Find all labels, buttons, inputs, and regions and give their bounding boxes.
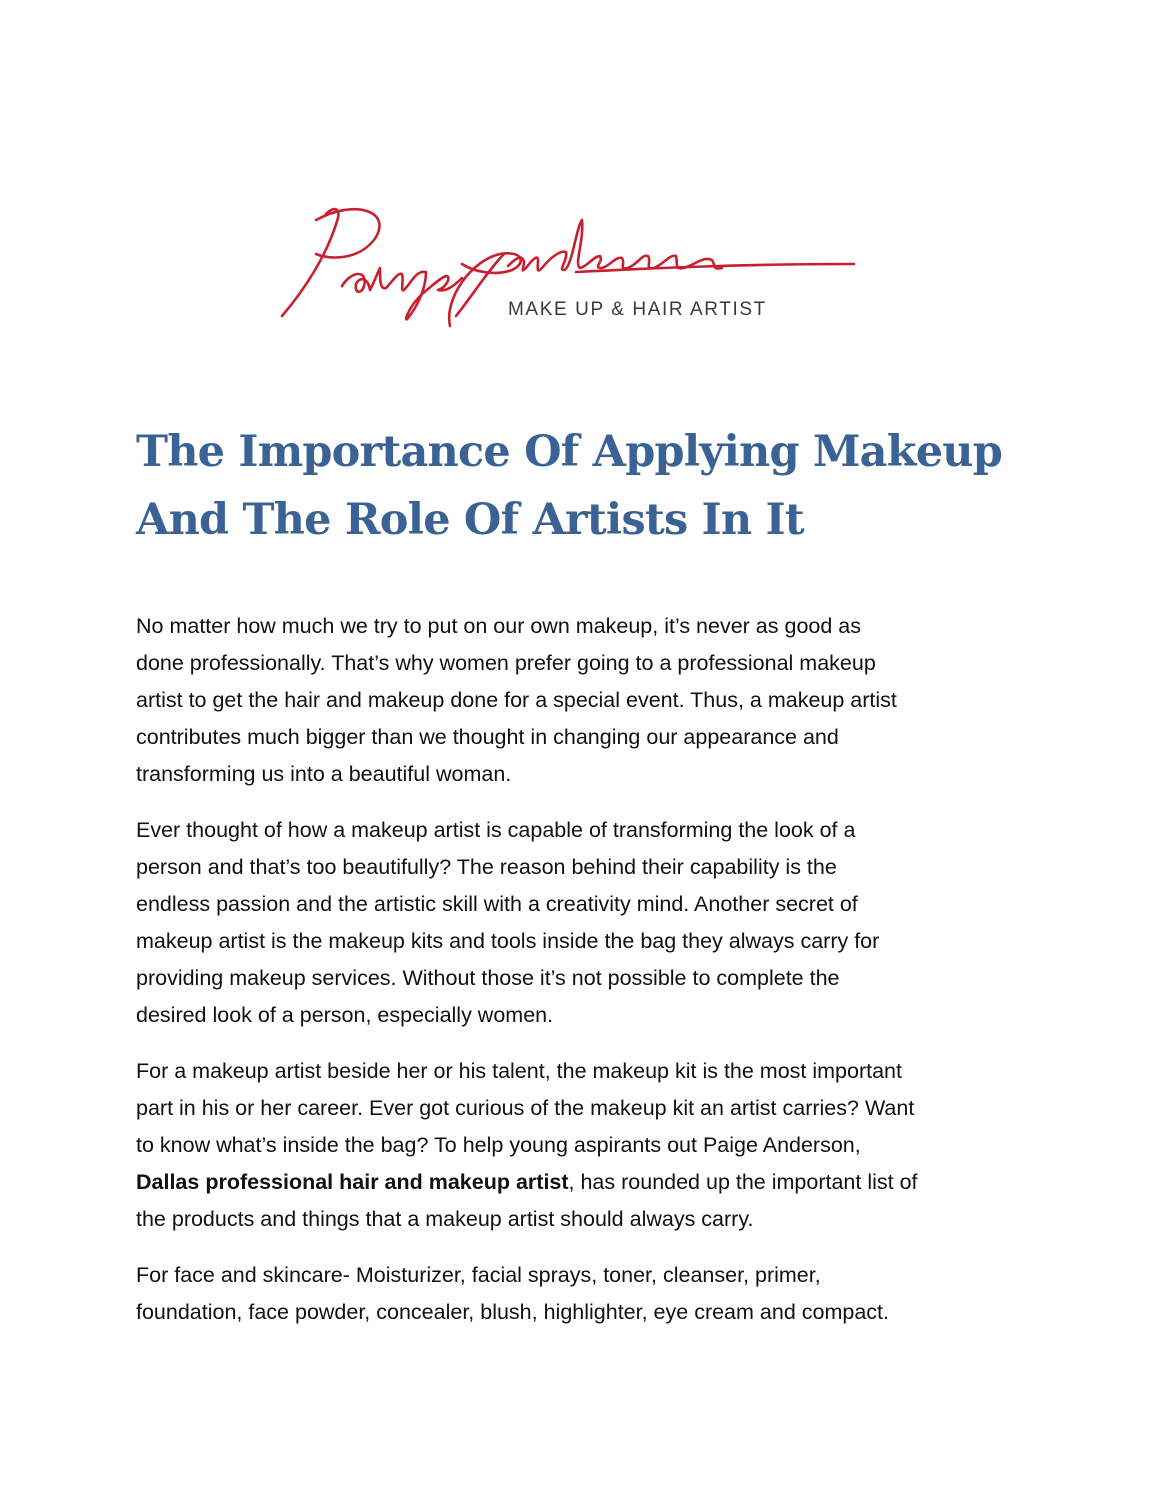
text-line: to know what’s inside the bag? To help young aspirants out Paige Anderson, [136, 1133, 861, 1157]
text-line: person and that’s too beautifully? The reason behind their capability is the [136, 855, 837, 879]
text-line: contributes much bigger than we thought in changing our appearance and [136, 725, 839, 749]
text-line: endless passion and the artistic skill with a creativity mind. Another secret of [136, 892, 858, 916]
paragraph-transformation [136, 812, 1036, 1034]
title-line: And The Role Of Artists In It [136, 495, 804, 545]
text-line: makeup artist is the makeup kits and tools inside the bag they always carry for [136, 929, 880, 953]
paragraph-face-skincare [136, 1257, 1036, 1331]
text-line: transforming us into a beautiful woman. [136, 762, 512, 786]
text-line [136, 1164, 1036, 1201]
text-line: part in his or her career. Ever got curious of the makeup kit an artist carries? Want [136, 1096, 915, 1120]
text-line: providing makeup services. Without those it’s not possible to complete the [136, 966, 840, 990]
paragraph-makeup-kit [136, 1053, 1036, 1238]
logo-tagline: MAKE UP & HAIR ARTIST [508, 299, 767, 320]
paragraph-intro [136, 608, 1036, 793]
text-line: For a makeup artist beside her or his talent, the makeup kit is the most important [136, 1059, 902, 1083]
text-line: For face and skincare- Moisturizer, facial sprays, toner, cleanser, primer, [136, 1263, 821, 1287]
article-body [136, 608, 1036, 1350]
text-line: the products and things that a makeup artist should always carry. [136, 1207, 754, 1231]
bold-keyword: Dallas professional hair and makeup artist [136, 1170, 569, 1194]
title-line: The Importance Of Applying Makeup [136, 427, 1003, 477]
text-fragment: , has rounded up the important list of [568, 1170, 918, 1194]
text-line: artist to get the hair and makeup done for a special event. Thus, a makeup artist [136, 688, 897, 712]
text-line: Ever thought of how a makeup artist is capable of transforming the look of a [136, 818, 856, 842]
text-line: No matter how much we try to put on our own makeup, it’s never as good as [136, 614, 861, 638]
brand-logo [276, 198, 866, 328]
page-title [136, 418, 1036, 554]
signature-logo-graphic [276, 198, 866, 328]
text-line: desired look of a person, especially women. [136, 1003, 554, 1027]
text-line: foundation, face powder, concealer, blush, highlighter, eye cream and compact. [136, 1300, 889, 1324]
text-line: done professionally. That’s why women prefer going to a professional makeup [136, 651, 876, 675]
